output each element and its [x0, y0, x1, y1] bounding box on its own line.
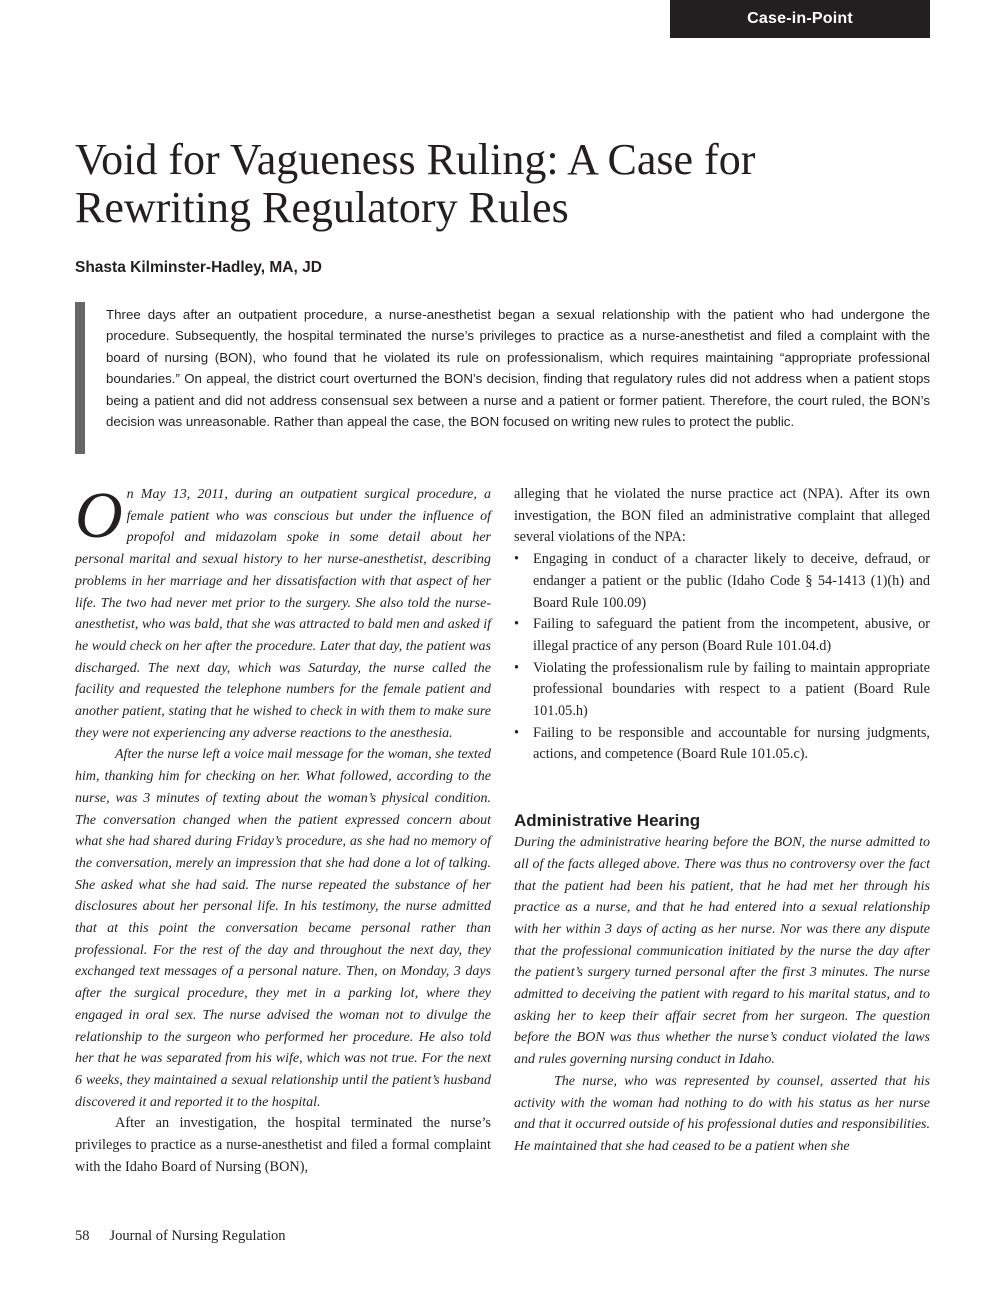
abstract-bar [75, 302, 85, 454]
paragraph-5: During the administrative hearing before the BON, the nurse admitted to all of the facts alleged above. There was thus no controversy over the fact that the patient had been his patient, that he had met her through his practice as a nurse, and that he had entered into a sexual relationship with her within 3 days of acting as her nurse. Nor was there any dispute that the professional communication initiated by the nurse the day after the patient’s surgery turned personal after the first 3 minutes. The nurse admitted to deceiving the patient with regard to his marital status, and to asking her to keep their affair secret from her surgeon. The question before the BON was thus whether the nurse’s conduct violated the laws and rules governing nursing conduct in Idaho. [514, 835, 930, 1068]
list-item [514, 723, 930, 766]
paragraph-3: After an investigation, the hospital terminated the nurse’s privileges to practice as a nurse-anesthetist and filed a formal complaint with the Idaho Board of Nursing (BON), [75, 1115, 491, 1175]
page-footer [75, 1228, 286, 1245]
paragraph-6: The nurse, who was represented by counsel, asserted that his activity with the woman had nothing to do with his status as her nurse and that it occurred outside of his professional duties and responsibilities. He maintained that she had ceased to be a patient when she [514, 1073, 930, 1154]
page-number: 58 [75, 1228, 90, 1244]
bullet-icon: • [514, 551, 520, 568]
list-item [514, 658, 930, 723]
journal-name: Journal of Nursing Regulation [109, 1228, 286, 1244]
list-item-text: Failing to be responsible and accountable for nursing judgments, actions, and competence (Board Rule 101.05.c). [533, 724, 930, 763]
abstract: Three days after an outpatient procedure, a nurse-anesthetist began a sexual relationship with the patient who had undergone the procedure. Subsequently, the hospital terminated the nurse’s privileges to practice as a nurse-anesthetist and filed a complaint with the board of nursing (BON), who found that he violated its rule on professionalism, which requires maintaining “appropriate professional boundaries.” On appeal, the district court overturned the BON’s decision, finding that regulatory rules did not address when a patient stops being a patient and did not address consensual sex between a nurse and a patient or former patient. Therefore, the court ruled, the BON’s decision was unreasonable. Rather than appeal the case, the BON focused on writing new rules to protect the public. [106, 307, 930, 430]
paragraph-1-text: n May 13, 2011, during an outpatient surgical procedure, a female patient who was conscious but under the influence of propofol and midazolam spoke in some detail about her personal marital and sexual history to her nurse-anesthetist, describing problems in her marriage and her dissatisfaction with that aspect of her life. The two had never met prior to the surgery. She also told the nurse-anesthetist, who was bald, that she was attracted to bald men and asked if he would check on her after the procedure. Later that day, the patient was discharged. The next day, which was Saturday, the nurse called the facility and requested the telephone numbers for the female patient and another patient, stating that he wished to check in with them to make sure they were not experiencing any adverse reactions to the anesthesia. [75, 487, 491, 741]
list-item-text: Violating the professionalism rule by failing to maintain appropriate professional boundaries with respect to a patient (Board Rule 101.05.h) [533, 659, 930, 720]
right-column [514, 484, 930, 1158]
violations-list [514, 549, 930, 766]
bullet-icon: • [514, 659, 520, 676]
list-item [514, 549, 930, 614]
bullet-icon: • [514, 616, 520, 633]
article-title: Void for Vagueness Ruling: A Case for Rewriting Regulatory Rules [75, 135, 756, 232]
left-column [75, 479, 491, 1179]
paragraph-2: After the nurse left a voice mail message for the woman, she texted him, thanking him for checking on her. What followed, according to the nurse, was 3 minutes of texting about the woman’s physical condition. The conversation changed when the patient expressed concern about what she had shared during Friday’s procedure, as she had no memory of the conversation, merely an impression that she had done a lot of talking. She asked what she had said. The nurse repeated the substance of her disclosures about her personal life. In his testimony, the nurse admitted that at this point the conversation became personal rather than professional. For the rest of the day and throughout the next day, they exchanged text messages of a personal nature. Then, on Monday, 3 days after the surgical procedure, they met in a parking lot, where they engaged in oral sex. The nurse advised the woman not to divulge the relationship to the surgeon who performed her procedure. He also told her that he was separated from his wife, which was not true. For the next 6 weeks, they maintained a sexual relationship until the patient’s husband discovered it and reported it to the hospital. [75, 747, 491, 1110]
author-byline: Shasta Kilminster-Hadley, MA, JD [75, 259, 322, 276]
section-heading: Administrative Hearing [514, 811, 701, 831]
section-tab-label: Case-in-Point [747, 10, 853, 27]
bullet-icon: • [514, 724, 520, 741]
list-item [514, 614, 930, 657]
list-item-text: Engaging in conduct of a character likely to deceive, defraud, or endanger a patient or the public (Idaho Code § 54-1413 (1)(h) and Board Rule 100.09) [533, 551, 930, 611]
paragraph-1 [75, 479, 491, 744]
section-tab [670, 0, 930, 38]
drop-cap: O [75, 479, 123, 552]
paragraph-4: alleging that he violated the nurse practice act (NPA). After its own investigation, the BON filed an administrative complaint that alleged several violations of the NPA: [514, 486, 930, 546]
list-item-text: Failing to safeguard the patient from the incompetent, abusive, or illegal practice of any person (Board Rule 101.04.d) [533, 616, 930, 654]
